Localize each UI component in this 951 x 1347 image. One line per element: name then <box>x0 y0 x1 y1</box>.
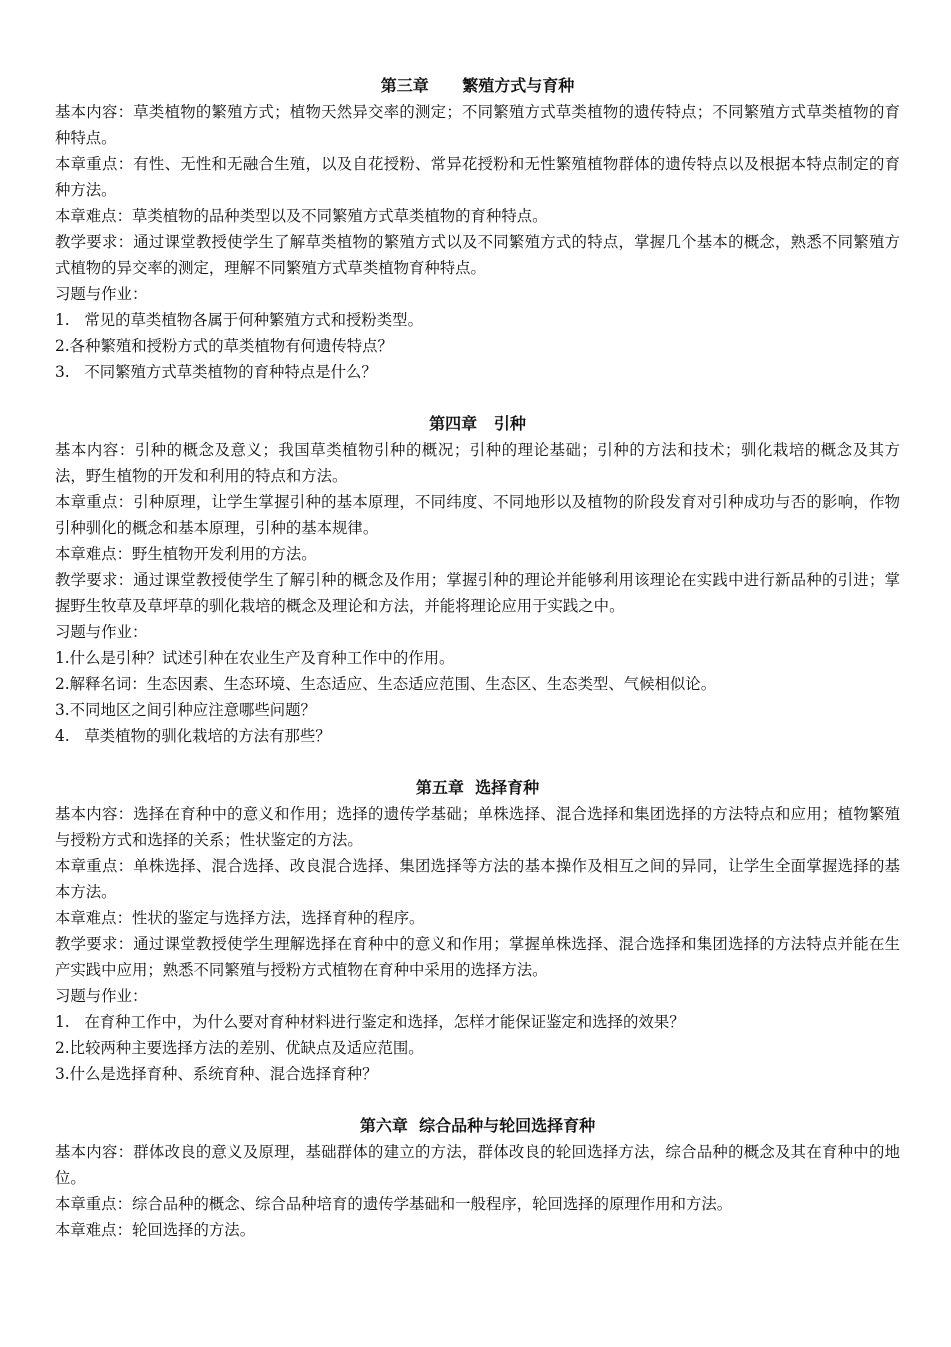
document-page <box>55 73 900 1243</box>
chapter-title: 第四章 引种 <box>429 414 526 433</box>
key-points: 本章重点：综合品种的概念、综合品种培育的遗传学基础和一般程序，轮回选择的原理作用和方法。 <box>55 1195 733 1213</box>
basic-content: 基本内容：选择在育种中的意义和作用；选择的遗传学基础；单株选择、混合选择和集团选择的方法特点和应用；植物繁殖与授粉方式和选择的关系；性状鉴定的方法。 <box>55 805 900 849</box>
difficult-points: 本章难点：轮回选择的方法。 <box>55 1221 256 1239</box>
exercise-item: 3.不同地区之间引种应注意哪些问题？ <box>55 701 316 719</box>
chapter-4 <box>55 411 900 749</box>
exercise-item: 4. 草类植物的驯化栽培的方法有那些？ <box>55 727 331 745</box>
chapter-5 <box>55 775 900 1087</box>
key-points: 本章重点：单株选择、混合选择、改良混合选择、集团选择等方法的基本操作及相互之间的异同，让学生全面掌握选择的基本方法。 <box>55 857 900 901</box>
exercises-heading: 习题与作业： <box>55 623 148 641</box>
basic-content: 基本内容：群体改良的意义及原理，基础群体的建立的方法，群体改良的轮回选择方法，综合品种的概念及其在育种中的地位。 <box>55 1143 900 1187</box>
exercise-item: 2.各种繁殖和授粉方式的草类植物有何遗传特点？ <box>55 337 393 355</box>
key-points: 本章重点：有性、无性和无融合生殖，以及自花授粉、常异花授粉和无性繁殖植物群体的遗传特点以及根据本特点制定的育种方法。 <box>55 155 900 199</box>
exercise-item: 2.解释名词：生态因素、生态环境、生态适应、生态适应范围、生态区、生态类型、气候相似论。 <box>55 675 717 693</box>
chapter-6 <box>55 1113 900 1243</box>
key-points: 本章重点：引种原理，让学生掌握引种的基本原理，不同纬度、不同地形以及植物的阶段发育对引种成功与否的影响，作物引种驯化的概念和基本原理，引种的基本规律。 <box>55 493 900 537</box>
difficult-points: 本章难点：性状的鉴定与选择方法，选择育种的程序。 <box>55 909 425 927</box>
teaching-requirements: 教学要求：通过课堂教授使学生了解引种的概念及作用；掌握引种的理论并能够利用该理论在实践中进行新品种的引进；掌握野生牧草及草坪草的驯化栽培的概念及理论和方法，并能将理论应用于实践之中。 <box>55 571 900 615</box>
exercise-item: 3. 不同繁殖方式草类植物的育种特点是什么？ <box>55 363 377 381</box>
exercise-item: 2.比较两种主要选择方法的差别、优缺点及适应范围。 <box>55 1039 424 1057</box>
exercises-heading: 习题与作业： <box>55 987 148 1005</box>
chapter-title: 第六章 综合品种与轮回选择育种 <box>359 1116 596 1135</box>
exercise-item: 3.什么是选择育种、系统育种、混合选择育种？ <box>55 1065 378 1083</box>
exercise-item: 1. 在育种工作中，为什么要对育种材料进行鉴定和选择，怎样才能保证鉴定和选择的效果？ <box>55 1013 685 1031</box>
teaching-requirements: 教学要求：通过课堂教授使学生了解草类植物的繁殖方式以及不同繁殖方式的特点，掌握几个基本的概念，熟悉不同繁殖方式植物的异交率的测定，理解不同繁殖方式草类植物育种特点。 <box>55 233 900 277</box>
difficult-points: 本章难点：草类植物的品种类型以及不同繁殖方式草类植物的育种特点。 <box>55 207 548 225</box>
chapter-3 <box>55 73 900 385</box>
exercises-heading: 习题与作业： <box>55 285 148 303</box>
chapter-title: 第五章 选择育种 <box>415 778 540 797</box>
teaching-requirements: 教学要求：通过课堂教授使学生理解选择在育种中的意义和作用；掌握单株选择、混合选择和集团选择的方法特点并能在生产实践中应用；熟悉不同繁殖与授粉方式植物在育种中采用的选择方法。 <box>55 935 900 979</box>
basic-content: 基本内容：草类植物的繁殖方式；植物天然异交率的测定；不同繁殖方式草类植物的遗传特点；不同繁殖方式草类植物的育种特点。 <box>55 103 900 147</box>
exercise-item: 1. 常见的草类植物各属于何种繁殖方式和授粉类型。 <box>55 311 423 329</box>
difficult-points: 本章难点：野生植物开发利用的方法。 <box>55 545 317 563</box>
exercise-item: 1.什么是引种？试述引种在农业生产及育种工作中的作用。 <box>55 649 455 667</box>
basic-content: 基本内容：引种的概念及意义；我国草类植物引种的概况；引种的理论基础；引种的方法和技术；驯化栽培的概念及其方法，野生植物的开发和利用的特点和方法。 <box>55 441 900 485</box>
chapter-title: 第三章 繁殖方式与育种 <box>380 76 575 95</box>
